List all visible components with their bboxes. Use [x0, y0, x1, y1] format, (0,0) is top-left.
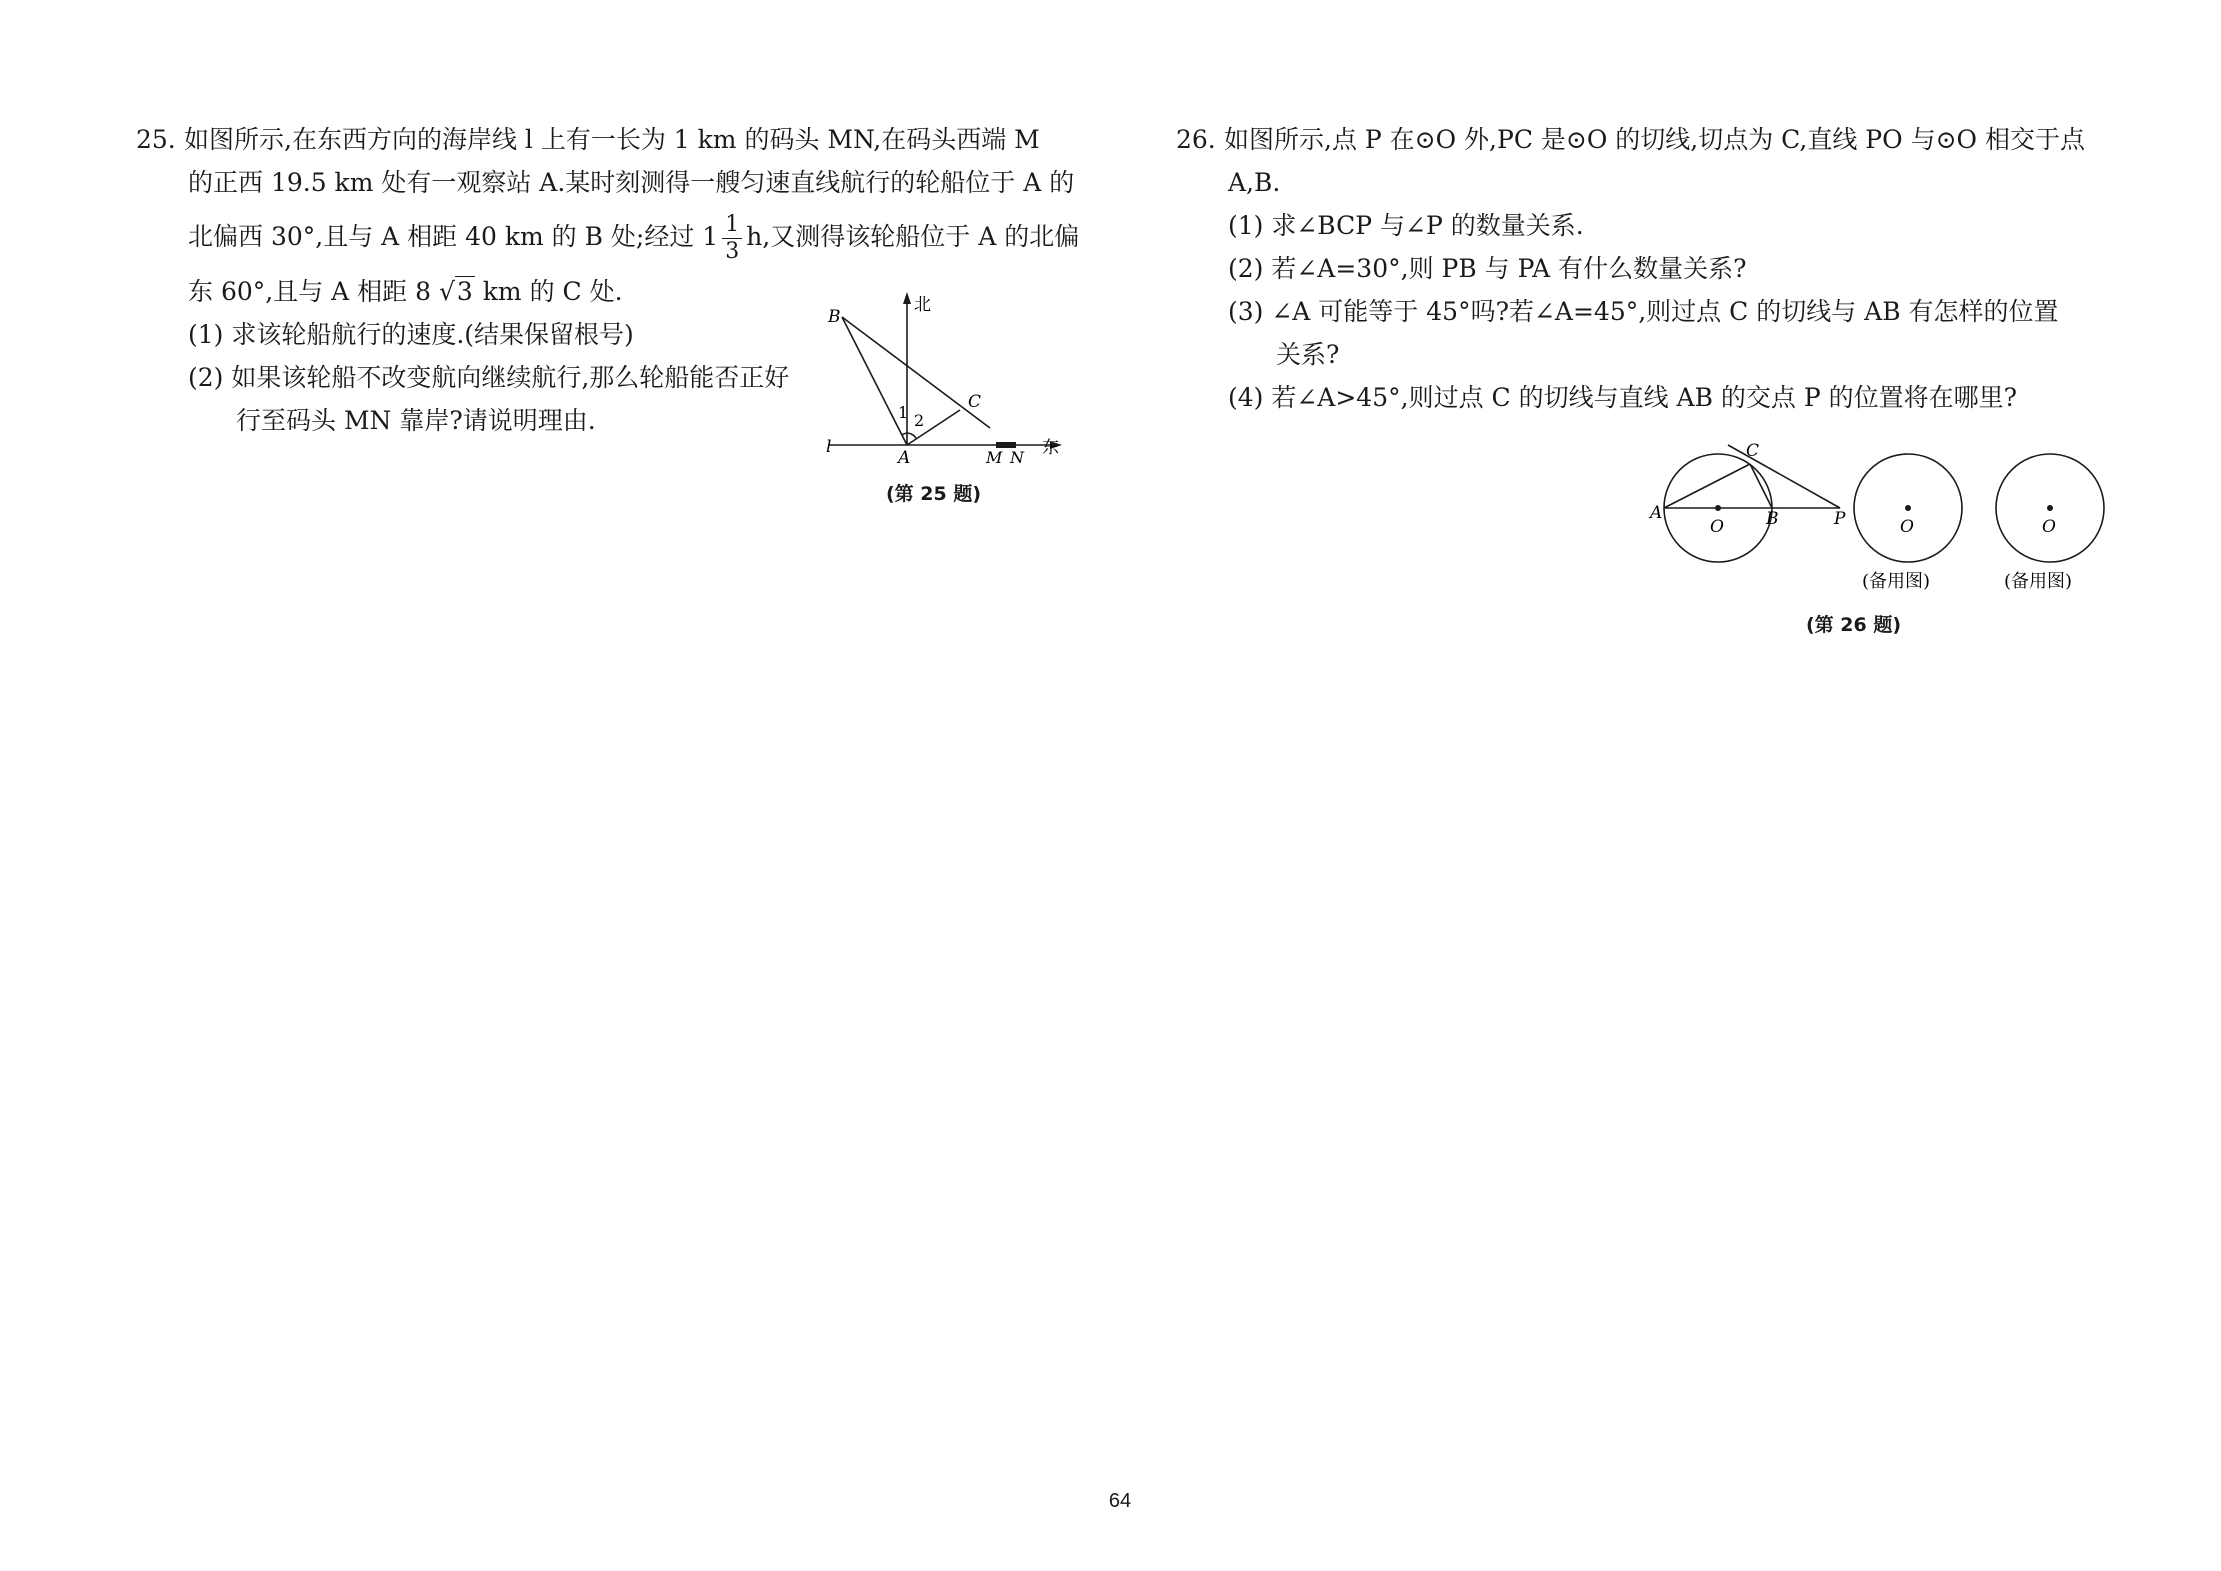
q26-line-2: A,B.	[1228, 168, 1281, 197]
page-number: 64	[1108, 1490, 1132, 1512]
spare-2-caption: (备用图)	[2004, 571, 2073, 592]
spare-1-caption: (备用图)	[1862, 571, 1931, 592]
angle-2-label: 2	[914, 411, 925, 430]
point-c-label: C	[968, 392, 982, 412]
q25-sub-2b: 行至码头 MN 靠岸?请说明理由.	[236, 406, 596, 435]
q26-sub-3a: (3) ∠A 可能等于 45°吗?若∠A=45°,则过点 C 的切线与 AB 有怎样的位置	[1228, 297, 2059, 326]
q26-sub-4: (4) 若∠A>45°,则过点 C 的切线与直线 AB 的交点 P 的位置将在哪里?	[1228, 383, 2018, 412]
q25-figure	[810, 290, 1070, 470]
q26-sub-2: (2) 若∠A=30°,则 PB 与 PA 有什么数量关系?	[1228, 254, 1747, 283]
question-26	[1176, 118, 2096, 419]
q25-sub-1: (1) 求该轮船航行的速度.(结果保留根号)	[188, 320, 634, 349]
q26-number: 26.	[1176, 125, 1216, 154]
q26-sub-1: (1) 求∠BCP 与∠P 的数量关系.	[1228, 211, 1584, 240]
point-n-label: N	[1010, 448, 1024, 467]
q26-caption: (第 26 题)	[1806, 614, 1902, 636]
q26-sub-3b: 关系?	[1276, 340, 1340, 369]
point-c-label: C	[1746, 441, 1760, 461]
fraction-one-third: $\frac{1}{3}$	[722, 212, 742, 265]
north-label: 北	[914, 295, 931, 315]
spare-1-center-label: O	[1900, 517, 1914, 537]
line-l-label: l	[826, 437, 832, 457]
point-b-label: B	[1766, 509, 1779, 529]
sqrt-three: 3	[456, 277, 473, 306]
angle-1-label: 1	[898, 403, 909, 422]
q25-caption: (第 25 题)	[886, 483, 982, 505]
q25-line-1: 25. 如图所示,在东西方向的海岸线 l 上有一长为 1 km 的码头 MN,在码头西端 M	[136, 118, 1062, 161]
q25-sub-2a: (2) 如果该轮船不改变航向继续航行,那么轮船能否正好	[188, 363, 790, 392]
point-o-label: O	[1710, 517, 1724, 537]
point-b-label: B	[828, 307, 841, 327]
q25-number: 25.	[136, 125, 176, 154]
point-a-label: A	[898, 448, 911, 468]
q26-figure	[1640, 432, 2110, 602]
east-label: 东	[1042, 438, 1059, 458]
point-a-label: A	[1650, 503, 1663, 523]
q26-line-1: 26. 如图所示,点 P 在⊙O 外,PC 是⊙O 的切线,切点为 C,直线 PO 与⊙O 相交于点	[1176, 118, 2096, 161]
spare-2-center-label: O	[2042, 517, 2056, 537]
point-m-label: M	[986, 448, 1003, 467]
q25-line-2: 的正西 19.5 km 处有一观察站 A.某时刻测得一艘匀速直线航行的轮船位于 A 的	[188, 168, 1075, 197]
point-p-label: P	[1834, 509, 1846, 529]
q25-line-3: 北偏西 30°,且与 A 相距 40 km 的 B 处;经过 1 $\frac{1}{3}$ h,又测得该轮船位于 A 的北偏	[188, 212, 1080, 264]
q25-line-4: 东 60°,且与 A 相距 8 √3 km 的 C 处.	[188, 277, 623, 306]
